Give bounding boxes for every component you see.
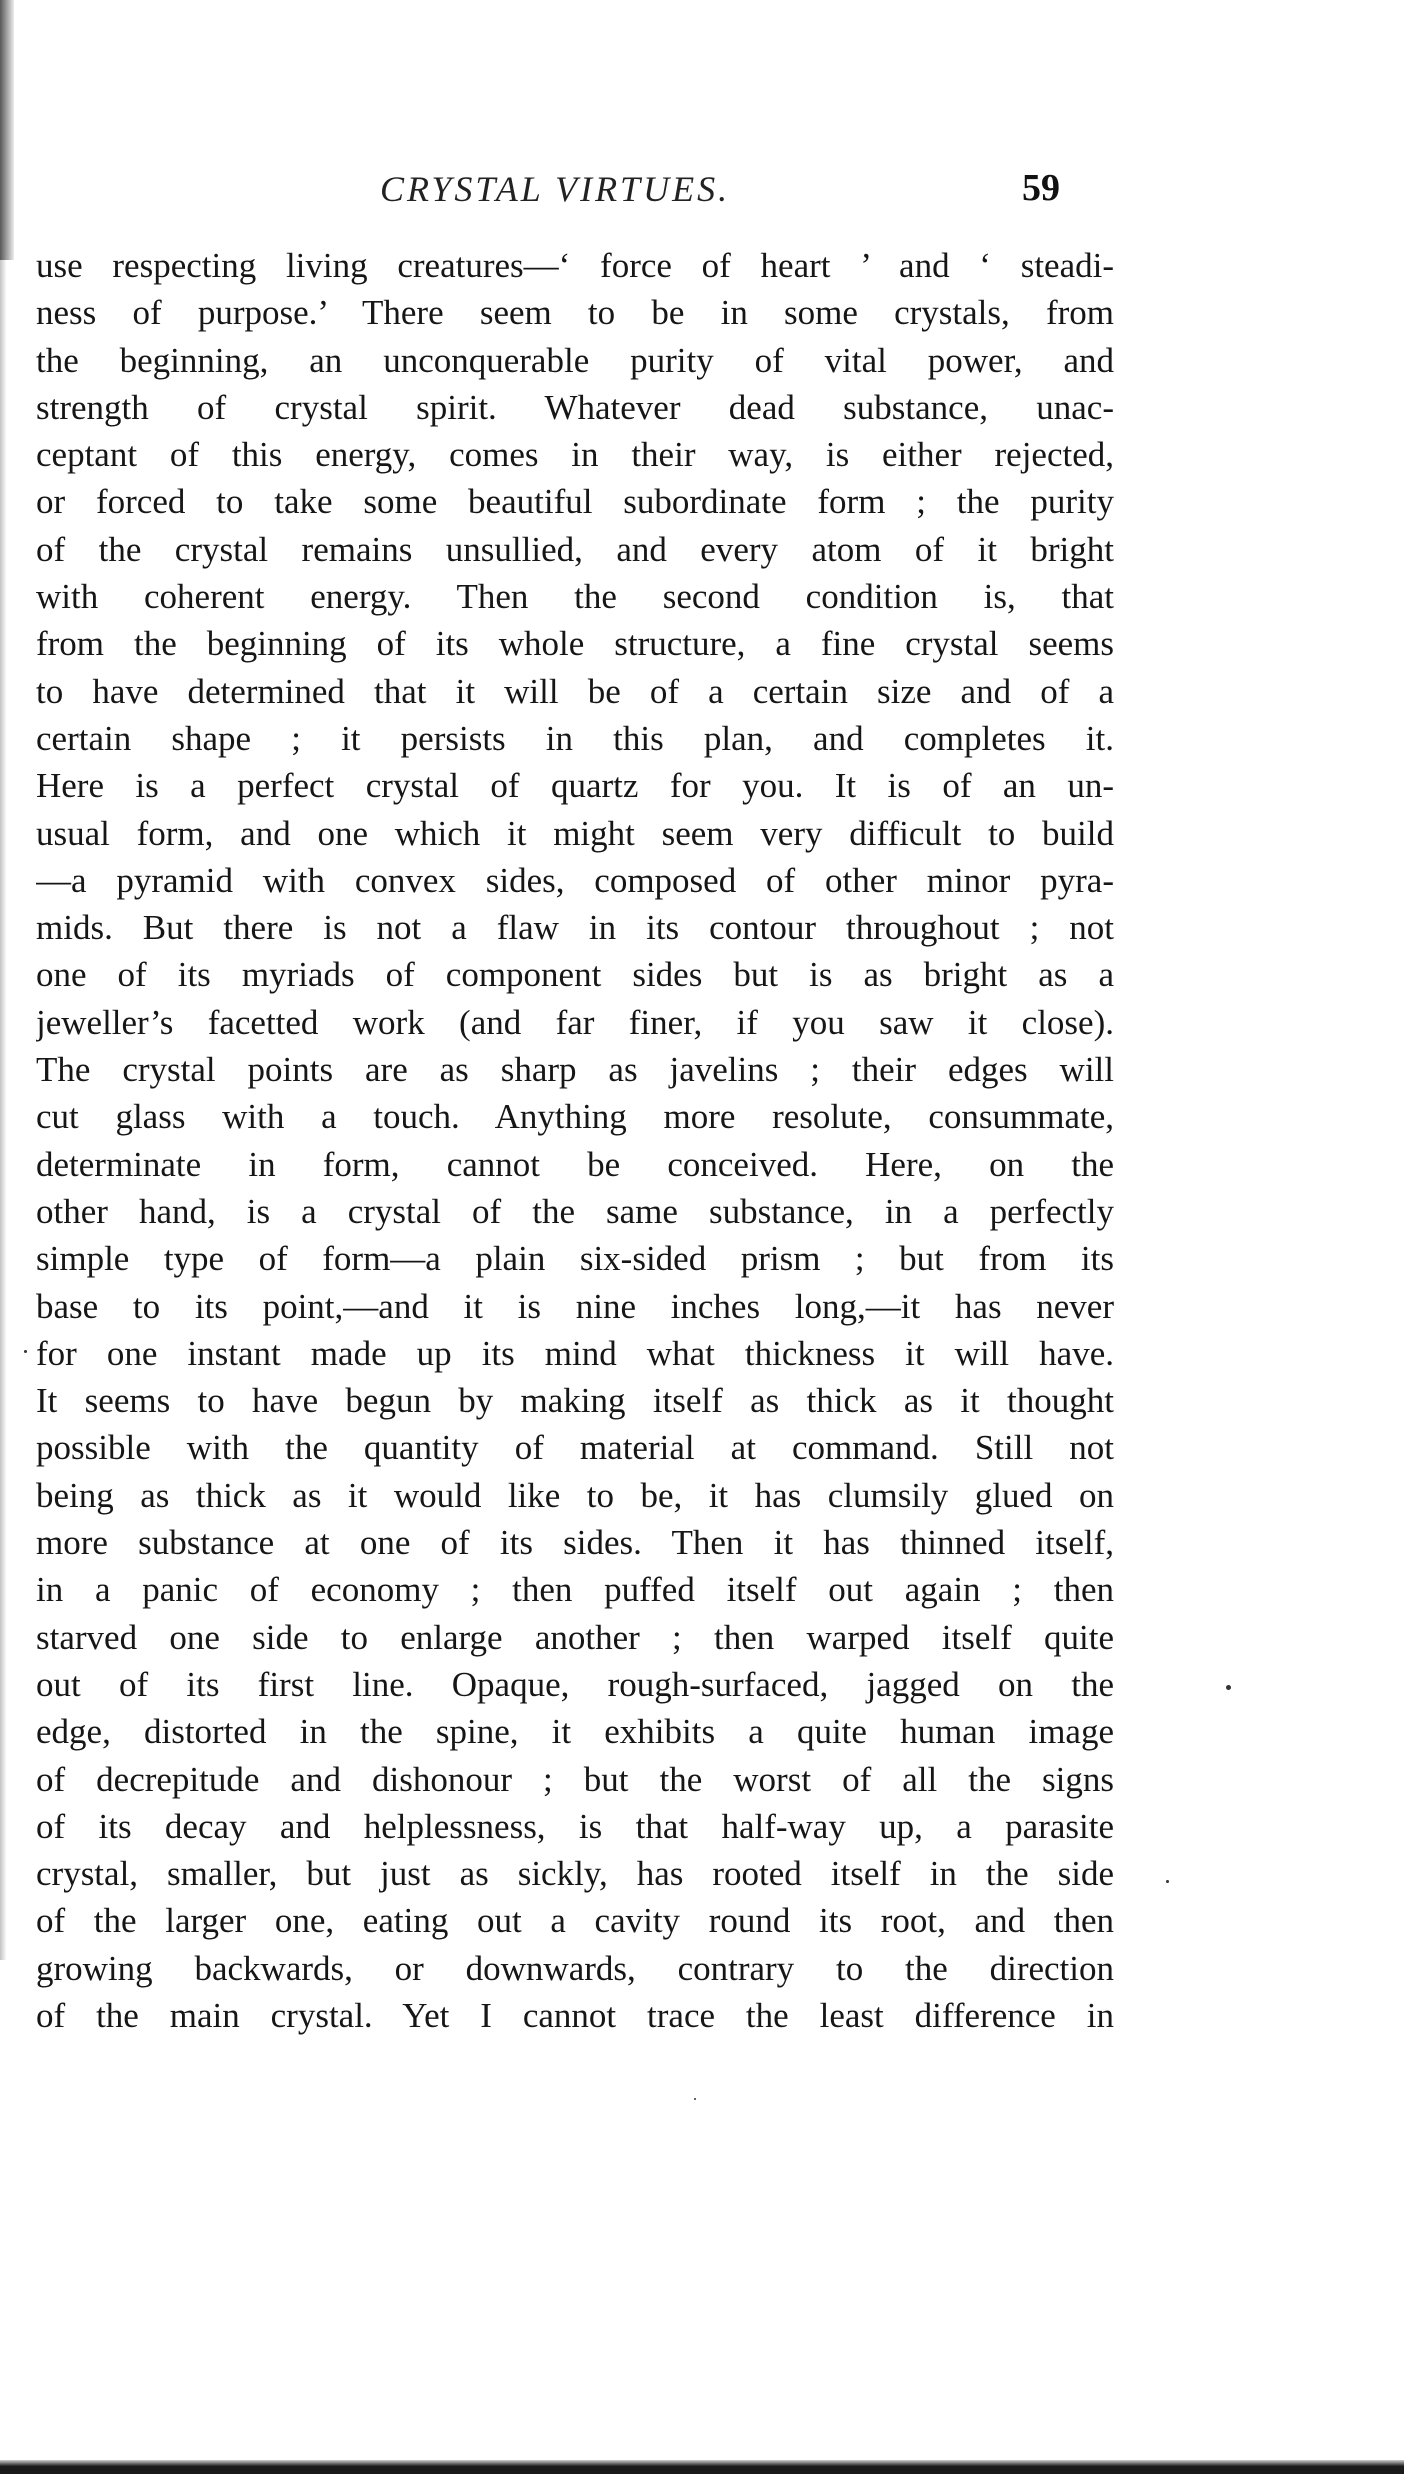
text-line: crystal, smaller, but just as sickly, has rooted itself in the side: [36, 1854, 1114, 1894]
text-line: of its decay and helplessness, is that half-way up, a parasite: [36, 1806, 1114, 1846]
scanned-binding-edge: [0, 0, 14, 260]
text-line: for one instant made up its mind what thickness it will have.: [36, 1333, 1114, 1373]
text-line: starved one side to enlarge another ; then warped itself quite: [36, 1617, 1114, 1657]
body-text: [36, 242, 1114, 2039]
text-line: cut glass with a touch. Anything more resolute, consummate,: [36, 1097, 1114, 1137]
text-line: out of its first line. Opaque, rough-surfaced, jagged on the: [36, 1664, 1114, 1704]
scan-speck: [1166, 1880, 1169, 1883]
text-line: Here is a perfect crystal of quartz for you. It is of an un-: [36, 766, 1114, 806]
text-line: of the crystal remains unsullied, and every atom of it bright: [36, 529, 1114, 569]
text-line: edge, distorted in the spine, it exhibits a quite human image: [36, 1712, 1114, 1752]
text-line: It seems to have begun by making itself as thick as it thought: [36, 1381, 1114, 1421]
scan-speck: [1226, 1685, 1231, 1690]
text-line: strength of crystal spirit. Whatever dead substance, unac-: [36, 387, 1114, 427]
text-line: ness of purpose.’ There seem to be in some crystals, from: [36, 293, 1114, 333]
text-line: base to its point,—and it is nine inches long,—it has never: [36, 1286, 1114, 1326]
text-line: more substance at one of its sides. Then it has thinned itself,: [36, 1523, 1114, 1563]
running-title: CRYSTAL VIRTUES.: [380, 169, 731, 209]
text-line: use respecting living creatures—‘ force of heart ’ and ‘ steadi-: [36, 246, 1114, 285]
scan-speck: [694, 2098, 696, 2100]
text-line: one of its myriads of component sides but is as bright as a: [36, 955, 1114, 995]
text-line: of decrepitude and dishonour ; but the worst of all the signs: [36, 1759, 1114, 1799]
text-line: or forced to take some beautiful subordinate form ; the purity: [36, 482, 1114, 522]
text-line: growing backwards, or downwards, contrary to the direction: [36, 1948, 1114, 1988]
text-line: to have determined that it will be of a certain size and of a: [36, 671, 1114, 711]
text-line: ceptant of this energy, comes in their way, is either rejected,: [36, 435, 1114, 475]
text-line: other hand, is a crystal of the same substance, in a perfectly: [36, 1191, 1114, 1231]
text-line: from the beginning of its whole structure, a fine crystal seems: [36, 624, 1114, 664]
text-line: mids. But there is not a flaw in its contour throughout ; not: [36, 908, 1114, 948]
text-line: of the main crystal. Yet I cannot trace the least difference in: [36, 1995, 1114, 2035]
scanned-binding-shadow: [0, 260, 6, 1960]
text-line: The crystal points are as sharp as javelins ; their edges will: [36, 1050, 1114, 1090]
text-line: certain shape ; it persists in this plan, and completes it.: [36, 718, 1114, 758]
text-line: usual form, and one which it might seem very difficult to build: [36, 813, 1114, 853]
text-line: determinate in form, cannot be conceived. Here, on the: [36, 1144, 1114, 1184]
text-line: jeweller’s facetted work (and far finer, if you saw it close).: [36, 1002, 1114, 1042]
text-line: of the larger one, eating out a cavity round its root, and then: [36, 1901, 1114, 1941]
text-line: in a panic of economy ; then puffed itself out again ; then: [36, 1570, 1114, 1610]
text-line: the beginning, an unconquerable purity of vital power, and: [36, 340, 1114, 380]
scan-speck: [24, 1350, 27, 1353]
text-line: possible with the quantity of material at command. Still not: [36, 1428, 1114, 1468]
text-line: simple type of form—a plain six-sided prism ; but from its: [36, 1239, 1114, 1279]
page-number: 59: [1022, 167, 1060, 209]
text-line: being as thick as it would like to be, it has clumsily glued on: [36, 1475, 1114, 1515]
text-line: —a pyramid with convex sides, composed of other minor pyra-: [36, 860, 1114, 900]
scan-bottom-edge: [0, 2460, 1404, 2474]
text-line: with coherent energy. Then the second condition is, that: [36, 577, 1114, 617]
